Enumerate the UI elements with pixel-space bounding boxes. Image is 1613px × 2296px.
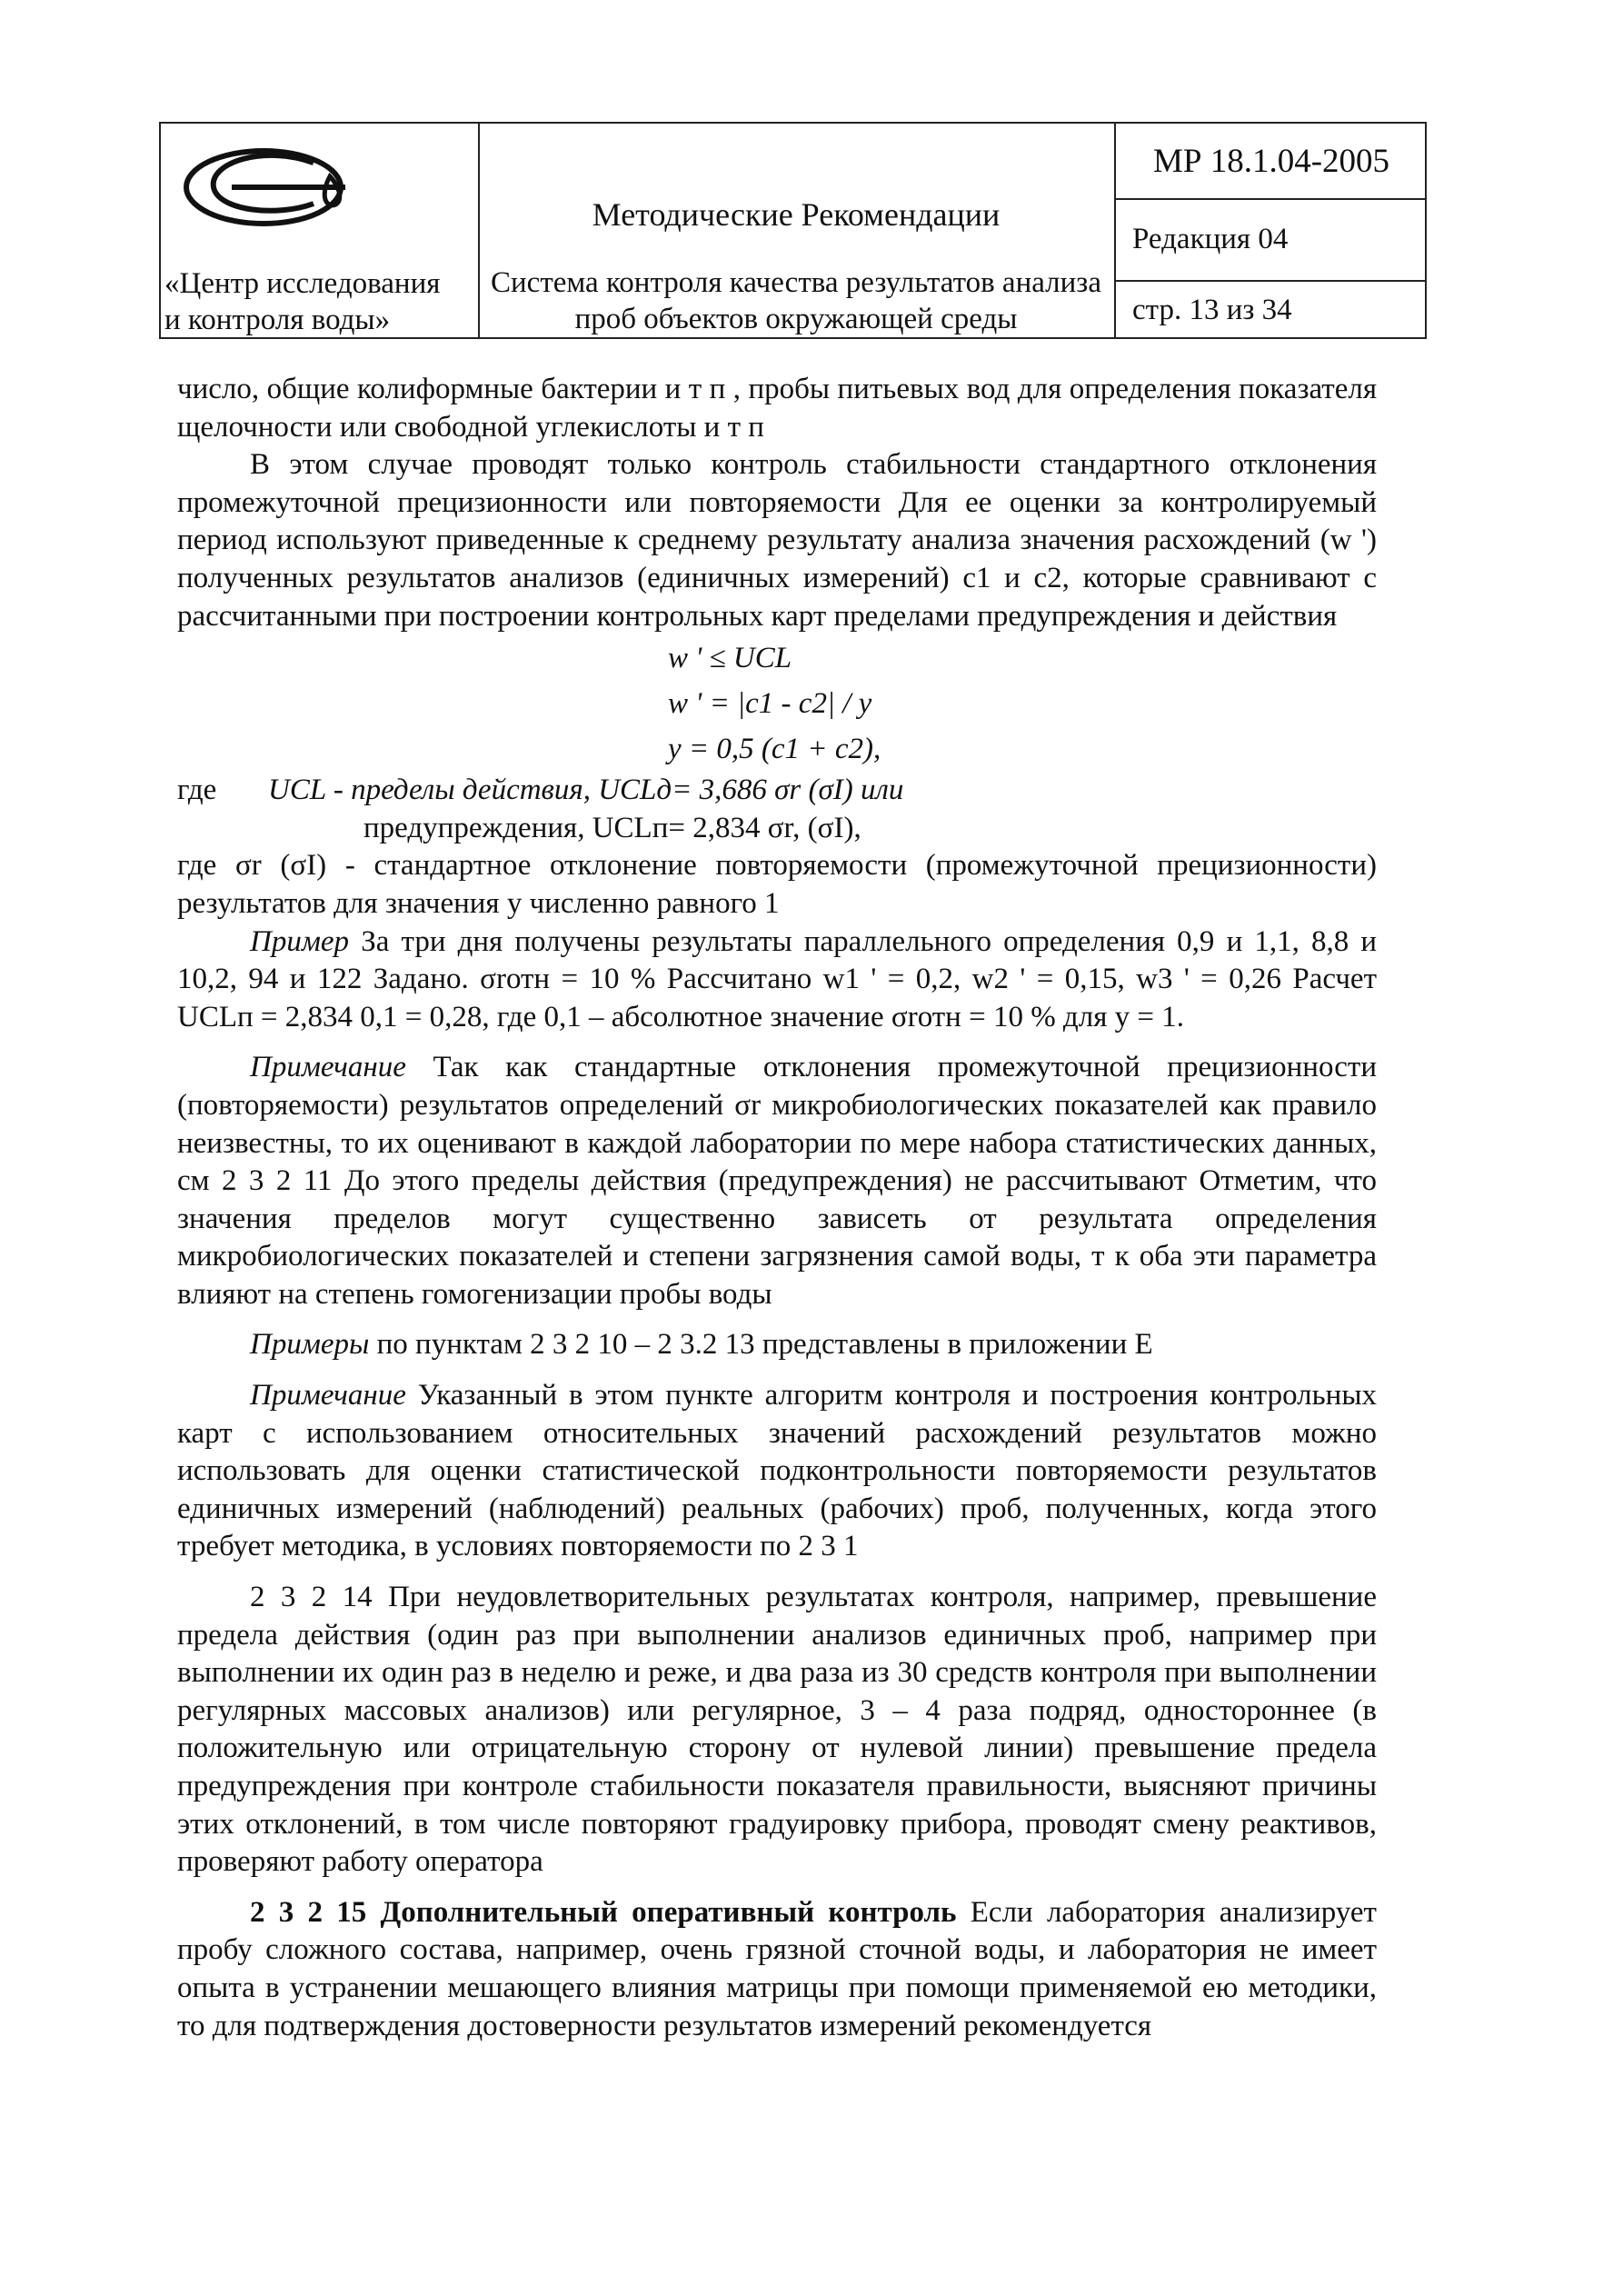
section-text: Если лаборатория анализирует пробу сложного состава, например, очень грязной сточной воды, и лаборатория не имеет опыта в устранении мешающего влияния матрицы при помощи применяемой ею методики, то для подтверждения достоверности результатов измерений рекомендуется <box>177 1895 1377 2042</box>
document-body <box>177 371 1377 2045</box>
definition <box>177 772 1377 810</box>
page-number: стр. 13 из 34 <box>1132 294 1292 326</box>
paragraph: В этом случае проводят только контроль стабильности стандартного отклонения промежуточной прецизионности или повторяемости Для ее оценки за контролируемый период используют приведенные к среднему результату анализа значения расхождений (w ') полученных результатов анализов (единичных измерений) c1 и c2, которые сравнивают с рассчитанными при построении контрольных карт пределами предупреждения и действия <box>177 448 1377 633</box>
example-text: За три дня получены результаты параллельного определения 0,9 и 1,1, 8,8 и 10,2, 94 и 122 Задано. σrотн = 10 % Рассчитано w1 ' = 0,2, w2 ' = 0,15, w3 ' = 0,26 Расчет UCLп = 2,834 0,1 = 0,28, где 0,1 – абсолютное значение σrотн = 10 % для y = 1. <box>177 924 1378 1033</box>
note-paragraph <box>177 1049 1377 1313</box>
definition-text: UCL - пределы действия, UCLд= 3,686 σr (σI) или <box>268 774 904 807</box>
note-paragraph <box>177 1377 1377 1566</box>
definition: предупреждения, UCLп= 2,834 σr, (σI), <box>363 811 861 844</box>
document-title <box>478 260 1114 341</box>
note-text: Указанный в этом пункте алгоритм контроля и построения контрольных карт с использованием относительных значений расхождений результатов можно использовать для оценки статистической подконтрольности повторяемости результатов единичных измерений (наблюдений) реальных (рабочих) проб, полученных, когда этого требует методика, в условиях повторяемости по 2 3 1 <box>177 1379 1378 1563</box>
examples-label: Примеры <box>250 1328 370 1362</box>
document-header <box>159 122 1427 339</box>
paragraph: 2 3 2 14 При неудовлетворительных результатах контроля, например, превышение предела действия (один раз при выполнении анализов единичных проб, например при выполнении их один раз в неделю и реже, и два раза из 30 средств контроля при выполнении регулярных массовых анализов) или регулярное, 3 – 4 раза подряд, одностороннее (в положительную или отрицательную сторону от нулевой линии) превышение предела предупреждения при контроле стабильности показателя правильности, выясняют причины этих отклонений, в том числе повторяют градуировку прибора, проводят смену реактивов, проверяют работу оператора <box>177 1581 1377 1879</box>
paragraph: где σr (σI) - стандартное отклонение повторяемости (промежуточной прецизионности) результатов для значения y численно равного 1 <box>177 849 1377 920</box>
organization-name-line: и контроля воды» <box>164 304 391 336</box>
document-title-line: проб объектов окружающей среды <box>574 302 1018 335</box>
examples-paragraph <box>177 1326 1377 1364</box>
organization-logo-icon <box>177 140 359 231</box>
example-label: Пример <box>250 924 350 958</box>
note-label: Примечание <box>250 1379 406 1413</box>
organization-name <box>164 265 473 338</box>
organization-name-line: «Центр исследования <box>164 267 441 300</box>
examples-text: по пунктам 2 3 2 10 – 2 3.2 13 представлены в приложении Е <box>376 1328 1153 1362</box>
edition-label: Редакция 04 <box>1132 222 1289 255</box>
document-title-line: Система контроля качества результатов анализа <box>491 265 1101 299</box>
formula: w ' ≤ UCL <box>668 642 792 675</box>
paragraph: число, общие колиформные бактерии и т п , пробы питьевых вод для определения показателя щелочности или свободной углекислоты и т п <box>177 373 1377 444</box>
note-text: Так как стандартные отклонения промежуточной прецизионности (повторяемости) результатов определений σr микробиологических показателей как правило неизвестны, то их оценивают в каждой лаборатории по мере набора статистических данных, см 2 3 2 11 До этого пределы действия (предупреждения) не рассчитывают Отметим, что значения пределов могут существенно зависеть от результата определения микробиологических показателей и степени загрязнения самой воды, т к оба эти параметра влияют на степень гомогенизации пробы воды <box>177 1051 1377 1311</box>
document-number: МР 18.1.04-2005 <box>1152 142 1390 180</box>
section-paragraph <box>177 1894 1377 2045</box>
document-type: Методические Рекомендации <box>592 196 1001 233</box>
formula: w ' = |c1 - c2| / y <box>668 687 872 721</box>
where-label: где <box>177 774 217 807</box>
section-heading: 2 3 2 15 Дополнительный оперативный контроль <box>250 1895 957 1929</box>
formula: y = 0,5 (c1 + c2), <box>668 733 881 766</box>
example-paragraph <box>177 923 1377 1037</box>
note-label: Примечание <box>250 1051 406 1084</box>
